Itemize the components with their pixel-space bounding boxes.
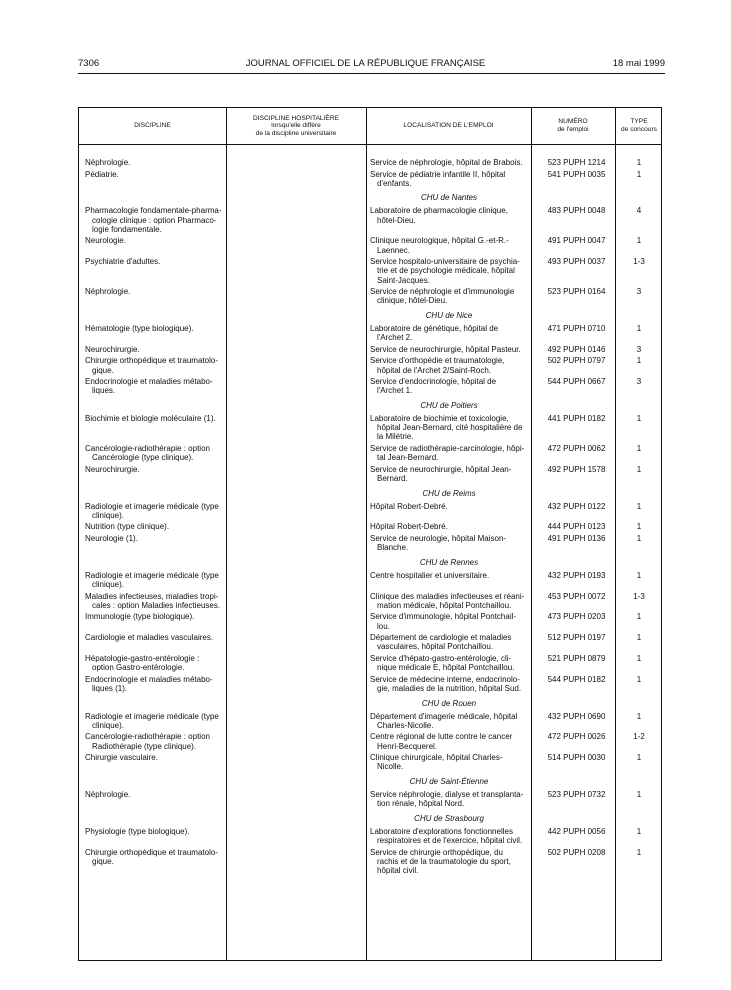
table-row [79,158,661,170]
numero-cell: 514 PUPH 0030 [547,753,606,763]
discipline-cell [85,465,227,474]
localisation-cell-line: Service d'orthopédie et traumatologie, [370,356,505,366]
discipline-cell-line: Immunologie (type biologique). [85,612,195,622]
type-cell: 1-2 [633,732,645,742]
chu-heading-label: CHU de Poitiers [420,400,478,410]
localisation-cell-line: Laboratoire de génétique, hôpital de [370,323,499,333]
localisation-cell-line: trie et de psychologie médicale, hôpital [377,266,515,276]
type-cell: 1 [636,633,642,643]
discipline-cell-line: Neurochirurgie. [85,344,140,354]
localisation-cell-line: Service d'immunologie, hôpital Pontchail- [370,612,517,622]
table-row [79,612,661,633]
discipline-cell-line: Chirurgie vasculaire. [85,753,158,763]
table-row [79,444,661,465]
numero-cell: 432 PUPH 0122 [547,501,606,511]
localisation-cell [370,170,528,188]
discipline-cell [85,732,227,750]
table-row [79,753,661,774]
table-row [79,534,661,555]
localisation-cell [370,592,528,610]
table-body [79,158,661,878]
numero-cell: 471 PUPH 0710 [547,323,606,333]
discipline-cell [85,571,227,589]
localisation-cell-line: mation médicale, hôpital Pontchaillou. [377,600,512,610]
type-cell: 1 [636,753,642,763]
numero-cell: 472 PUPH 0062 [547,443,606,453]
localisation-cell-line: l'Archet 2. [377,333,413,343]
type-cell: 1 [636,826,642,836]
discipline-cell-line: Neurologie (1). [85,533,138,543]
numero-cell: 523 PUPH 1214 [547,158,606,167]
chu-heading [79,774,661,790]
table-row [79,345,661,357]
localisation-cell-line: hôpital Jean-Bernard, cité hospitalière de [377,423,523,433]
localisation-cell-line: Service de neurochirurgie, hôpital Pasteur. [370,344,521,354]
type-cell: 1 [636,464,642,474]
type-cell: 1 [636,501,642,511]
type-cell: 1 [636,356,642,366]
localisation-cell [370,522,528,531]
numero-cell: 502 PUPH 0208 [547,847,606,857]
localisation-cell [370,377,528,395]
table-row [79,170,661,191]
table-row [79,571,661,592]
numero-cell: 502 PUPH 0797 [547,356,606,366]
localisation-cell-line: hôtel-Dieu. [377,215,416,225]
localisation-cell-line: Nicolle. [377,762,404,772]
localisation-cell-line: vasculaires, hôpital Pontchaillou. [377,642,494,652]
header-rule [78,73,665,74]
localisation-cell [370,465,528,483]
type-cell: 1 [636,674,642,684]
type-cell: 1 [636,570,642,580]
numero-cell: 483 PUPH 0048 [547,206,606,216]
localisation-cell-line: Centre régional de lutte contre le cancer [370,732,513,742]
page-number: 7306 [78,58,100,69]
discipline-cell [85,522,227,531]
discipline-cell-line: Hépatologie-gastro-entérologie : [85,653,200,663]
table-row [79,712,661,733]
discipline-cell-line: Physiologie (type biologique). [85,826,190,836]
discipline-cell-line: Cancérologie-radiothérapie : option [85,443,210,453]
localisation-cell-line: Blanche. [377,543,409,553]
localisation-cell [370,654,528,672]
localisation-cell-line: Service de neurochirurgie, hôpital Jean- [370,464,512,474]
chu-heading-label: CHU de Rennes [419,557,479,567]
numero-cell: 442 PUPH 0056 [547,826,606,836]
discipline-cell [85,414,227,423]
discipline-cell [85,170,227,179]
discipline-cell-line: Radiologie et imagerie médicale (type [85,570,219,580]
chu-heading [79,190,661,206]
localisation-cell [370,287,528,305]
localisation-cell-line: respiratoires et de l'exercice, hôpital civil. [377,835,523,845]
discipline-cell-line: Cardiologie et maladies vasculaires. [85,633,214,643]
table-row [79,633,661,654]
table-row [79,675,661,696]
discipline-cell [85,675,227,693]
type-cell: 3 [636,287,642,297]
type-cell: 3 [636,344,642,354]
table-row [79,377,661,398]
localisation-cell-line: lou. [377,621,390,631]
localisation-cell [370,827,528,845]
discipline-cell-line: gique. [92,856,114,866]
localisation-cell-line: Service de chirurgie orthopédique, du [370,847,503,857]
discipline-cell [85,612,227,621]
discipline-cell-line: Néphrologie. [85,158,131,167]
localisation-cell-line: Département de cardiologie et maladies [370,633,512,643]
discipline-cell-line: Endocrinologie et maladies métabo- [85,674,213,684]
discipline-cell-line: Hématologie (type biologique). [85,323,194,333]
table-row [79,414,661,444]
table-row [79,465,661,486]
localisation-cell-line: d'enfants. [377,178,412,188]
journal-title: JOURNAL OFFICIEL DE LA RÉPUBLIQUE FRANÇAISE [245,58,486,69]
chu-heading-label: CHU de Nantes [420,193,478,203]
numero-cell: 493 PUPH 0037 [547,257,606,267]
chu-heading [79,398,661,414]
discipline-cell-line: Neurochirurgie. [85,464,140,474]
table-row [79,206,661,236]
localisation-cell [370,502,528,511]
discipline-cell-line: option Gastro-entérologie. [92,663,185,673]
localisation-cell-line: Service de radiothérapie-carcinologie, hôpi- [370,443,525,453]
type-cell: 1 [636,789,642,799]
localisation-cell [370,712,528,730]
localisation-cell-line: Service de néphrologie, hôpital de Brabois. [370,158,523,167]
numero-cell: 523 PUPH 0732 [547,789,606,799]
localisation-cell-line: Laboratoire de biochimie et toxicologie, [370,413,509,423]
discipline-cell [85,356,227,374]
localisation-cell [370,158,528,167]
localisation-cell-line: Service de médecine interne, endocrinolo- [370,674,520,684]
localisation-cell-line: Hôpital Robert-Debré. [370,522,448,532]
discipline-cell-line: clinique). [92,579,125,589]
type-cell: 1 [636,323,642,333]
discipline-cell-line: Chirurgie orthopédique et traumatolo- [85,356,218,366]
localisation-cell-line: Service de pédiatrie infantile II, hôpital [370,169,506,179]
discipline-cell-line: cologie clinique : option Pharmaco- [92,215,217,225]
localisation-cell-line: Centre hospitalier et universitaire. [370,570,490,580]
numero-cell: 492 PUPH 0146 [547,344,606,354]
localisation-cell-line: clinique, hôtel-Dieu. [377,296,448,306]
type-cell: 1 [636,413,642,423]
localisation-cell-line: Henri-Becquerel. [377,741,438,751]
localisation-cell-line: hôpital de l'Archet 2/Saint-Roch. [377,365,492,375]
table-row [79,848,661,878]
discipline-cell-line: liques. [92,386,116,396]
chu-heading [79,811,661,827]
localisation-cell-line: Département d'imagerie médicale, hôpital [370,711,518,721]
type-cell: 1 [636,236,642,246]
localisation-cell [370,257,528,285]
discipline-cell [85,827,227,836]
localisation-cell [370,612,528,630]
localisation-cell-line: Laboratoire d'explorations fonctionnelles [370,826,513,836]
discipline-cell-line: Nutrition (type clinique). [85,522,170,532]
numero-cell: 492 PUPH 1578 [547,464,606,474]
localisation-cell [370,236,528,254]
numero-cell: 521 PUPH 0879 [547,653,606,663]
discipline-cell-line: liques (1). [92,683,128,693]
discipline-cell [85,712,227,730]
discipline-cell-line: Psychiatrie d'adultes. [85,257,161,267]
numero-cell: 432 PUPH 0690 [547,711,606,721]
chu-heading-label: CHU de Reims [422,488,476,498]
discipline-cell-line: Néphrologie. [85,287,131,297]
localisation-cell-line: Service d'endocrinologie, hôpital de [370,377,497,387]
localisation-cell-line: Hôpital Robert-Debré. [370,501,448,511]
table-row [79,236,661,257]
localisation-cell [370,444,528,462]
numero-cell: 523 PUPH 0164 [547,287,606,297]
chu-heading-label: CHU de Strasbourg [414,813,484,823]
localisation-cell-line: l'Archet 1. [377,386,413,396]
discipline-cell [85,654,227,672]
table-row [79,522,661,534]
localisation-cell-line: la Milétrie. [377,432,414,442]
type-cell: 1 [636,711,642,721]
discipline-cell-line: clinique). [92,510,125,520]
localisation-cell [370,675,528,693]
type-cell: 1 [636,169,642,179]
localisation-cell [370,753,528,771]
numero-cell: 432 PUPH 0193 [547,570,606,580]
type-cell: 3 [636,377,642,387]
discipline-cell-line: Néphrologie. [85,789,131,799]
discipline-cell [85,236,227,245]
localisation-cell [370,732,528,750]
discipline-cell [85,790,227,799]
localisation-cell-line: tion rénale, hôpital Nord. [377,799,465,809]
localisation-cell-line: Service de neurologie, hôpital Maison- [370,533,507,543]
type-cell: 1-3 [633,257,645,267]
localisation-cell-line: Bernard. [377,473,408,483]
discipline-cell [85,324,227,333]
discipline-cell-line: Cancérologie-radiothérapie : option [85,732,210,742]
discipline-cell [85,377,227,395]
localisation-cell-line: Charles-Nicolle. [377,720,434,730]
localisation-cell-line: Clinique chirurgicale, hôpital Charles- [370,753,503,763]
chu-heading [79,696,661,712]
numero-cell: 541 PUPH 0035 [547,169,606,179]
numero-cell: 473 PUPH 0203 [547,612,606,622]
localisation-cell-line: Laennec. [377,245,410,255]
table-row [79,287,661,308]
localisation-cell [370,206,528,224]
numero-cell: 444 PUPH 0123 [547,522,606,532]
type-cell: 4 [636,206,642,216]
type-cell: 1 [636,653,642,663]
table-row [79,592,661,613]
table-row [79,356,661,377]
discipline-cell-line: Endocrinologie et maladies métabo- [85,377,213,387]
chu-heading-label: CHU de Nice [425,310,473,320]
table-row [79,324,661,345]
localisation-cell [370,414,528,442]
localisation-cell-line: Clinique neurologique, hôpital G.-et-R.- [370,236,509,246]
col-header-discipline: DISCIPLINE [134,122,171,130]
discipline-cell [85,345,227,354]
numero-cell: 544 PUPH 0182 [547,674,606,684]
discipline-cell-line: Radiologie et imagerie médicale (type [85,501,219,511]
discipline-cell [85,633,227,642]
localisation-cell-line: tal Jean-Bernard. [377,453,439,463]
positions-table [78,107,662,961]
discipline-cell-line: Pédiatrie. [85,169,119,179]
header-divider [79,144,661,145]
localisation-cell [370,345,528,354]
discipline-cell [85,753,227,762]
discipline-cell-line: logie fondamentale. [92,224,162,234]
table-row [79,827,661,848]
discipline-cell [85,257,227,266]
localisation-cell-line: Service hospitalo-universitaire de psychia- [370,257,520,267]
col-header-numero: NUMÉRO de l'emploi [557,118,589,133]
localisation-cell [370,790,528,808]
discipline-cell [85,206,227,234]
discipline-cell [85,592,227,610]
discipline-cell-line: Radiologie et imagerie médicale (type [85,711,219,721]
localisation-cell-line: nique médicale E, hôpital Pontchaillou. [377,663,515,673]
discipline-cell-line: Biochimie et biologie moléculaire (1). [85,413,216,423]
discipline-cell-line: Cancérologie (type clinique). [92,453,194,463]
discipline-cell-line: cales : option Maladies infectieuses. [92,600,221,610]
type-cell: 1 [636,522,642,532]
discipline-cell [85,158,227,167]
numero-cell: 491 PUPH 0047 [547,236,606,246]
table-row [79,790,661,811]
discipline-cell-line: gique. [92,365,114,375]
localisation-cell-line: hôpital civil. [377,865,419,875]
table-row [79,502,661,523]
discipline-cell-line: Chirurgie orthopédique et traumatolo- [85,847,218,857]
type-cell: 1 [636,443,642,453]
localisation-cell-line: Service de néphrologie et d'immunologie [370,287,515,297]
chu-heading [79,486,661,502]
localisation-cell [370,534,528,552]
discipline-cell [85,534,227,543]
type-cell: 1 [636,612,642,622]
table-row [79,732,661,753]
table-row [79,654,661,675]
chu-heading [79,308,661,324]
col-header-type: TYPE de concours [621,118,657,133]
issue-date: 18 mai 1999 [612,58,665,69]
numero-cell: 453 PUPH 0072 [547,591,606,601]
localisation-cell-line: Clinique des maladies infectieuses et réani- [370,591,525,601]
numero-cell: 512 PUPH 0197 [547,633,606,643]
localisation-cell-line: Saint-Jacques. [377,275,430,285]
type-cell: 1 [636,533,642,543]
type-cell: 1 [636,158,642,167]
numero-cell: 472 PUPH 0026 [547,732,606,742]
discipline-cell-line: Maladies infectieuses, maladies tropi- [85,591,219,601]
localisation-cell [370,848,528,876]
localisation-cell [370,356,528,374]
discipline-cell [85,848,227,866]
localisation-cell-line: Laboratoire de pharmacologie clinique, [370,206,508,216]
numero-cell: 544 PUPH 0667 [547,377,606,387]
chu-heading [79,555,661,571]
discipline-cell-line: Pharmacologie fondamentale-pharma- [85,206,222,216]
chu-heading-label: CHU de Saint-Étienne [409,776,489,786]
type-cell: 1-3 [633,591,645,601]
localisation-cell [370,324,528,342]
chu-heading-label: CHU de Rouen [421,698,477,708]
discipline-cell [85,287,227,296]
localisation-cell [370,571,528,580]
discipline-cell-line: Neurologie. [85,236,126,246]
type-cell: 1 [636,847,642,857]
localisation-cell-line: Service néphrologie, dialyse et transplanta- [370,789,524,799]
localisation-cell-line: gie, maladies de la nutrition, hôpital Sud. [377,683,522,693]
discipline-cell-line: Radiothérapie (type clinique). [92,741,197,751]
localisation-cell-line: rachis et de la traumatologie du sport, [377,856,511,866]
localisation-cell [370,633,528,651]
numero-cell: 491 PUPH 0136 [547,533,606,543]
table-row [79,257,661,287]
discipline-cell-line: clinique). [92,720,125,730]
col-header-hospital-discipline: DISCIPLINE HOSPITALIÈRE lorsqu'elle diffère de la discipline universitaire [253,114,339,137]
discipline-cell [85,444,227,462]
numero-cell: 441 PUPH 0182 [547,413,606,423]
localisation-cell-line: Service d'hépato-gastro-entérologie, cli- [370,653,512,663]
col-header-localisation: LOCALISATION DE L'EMPLOI [403,122,494,130]
discipline-cell [85,502,227,520]
